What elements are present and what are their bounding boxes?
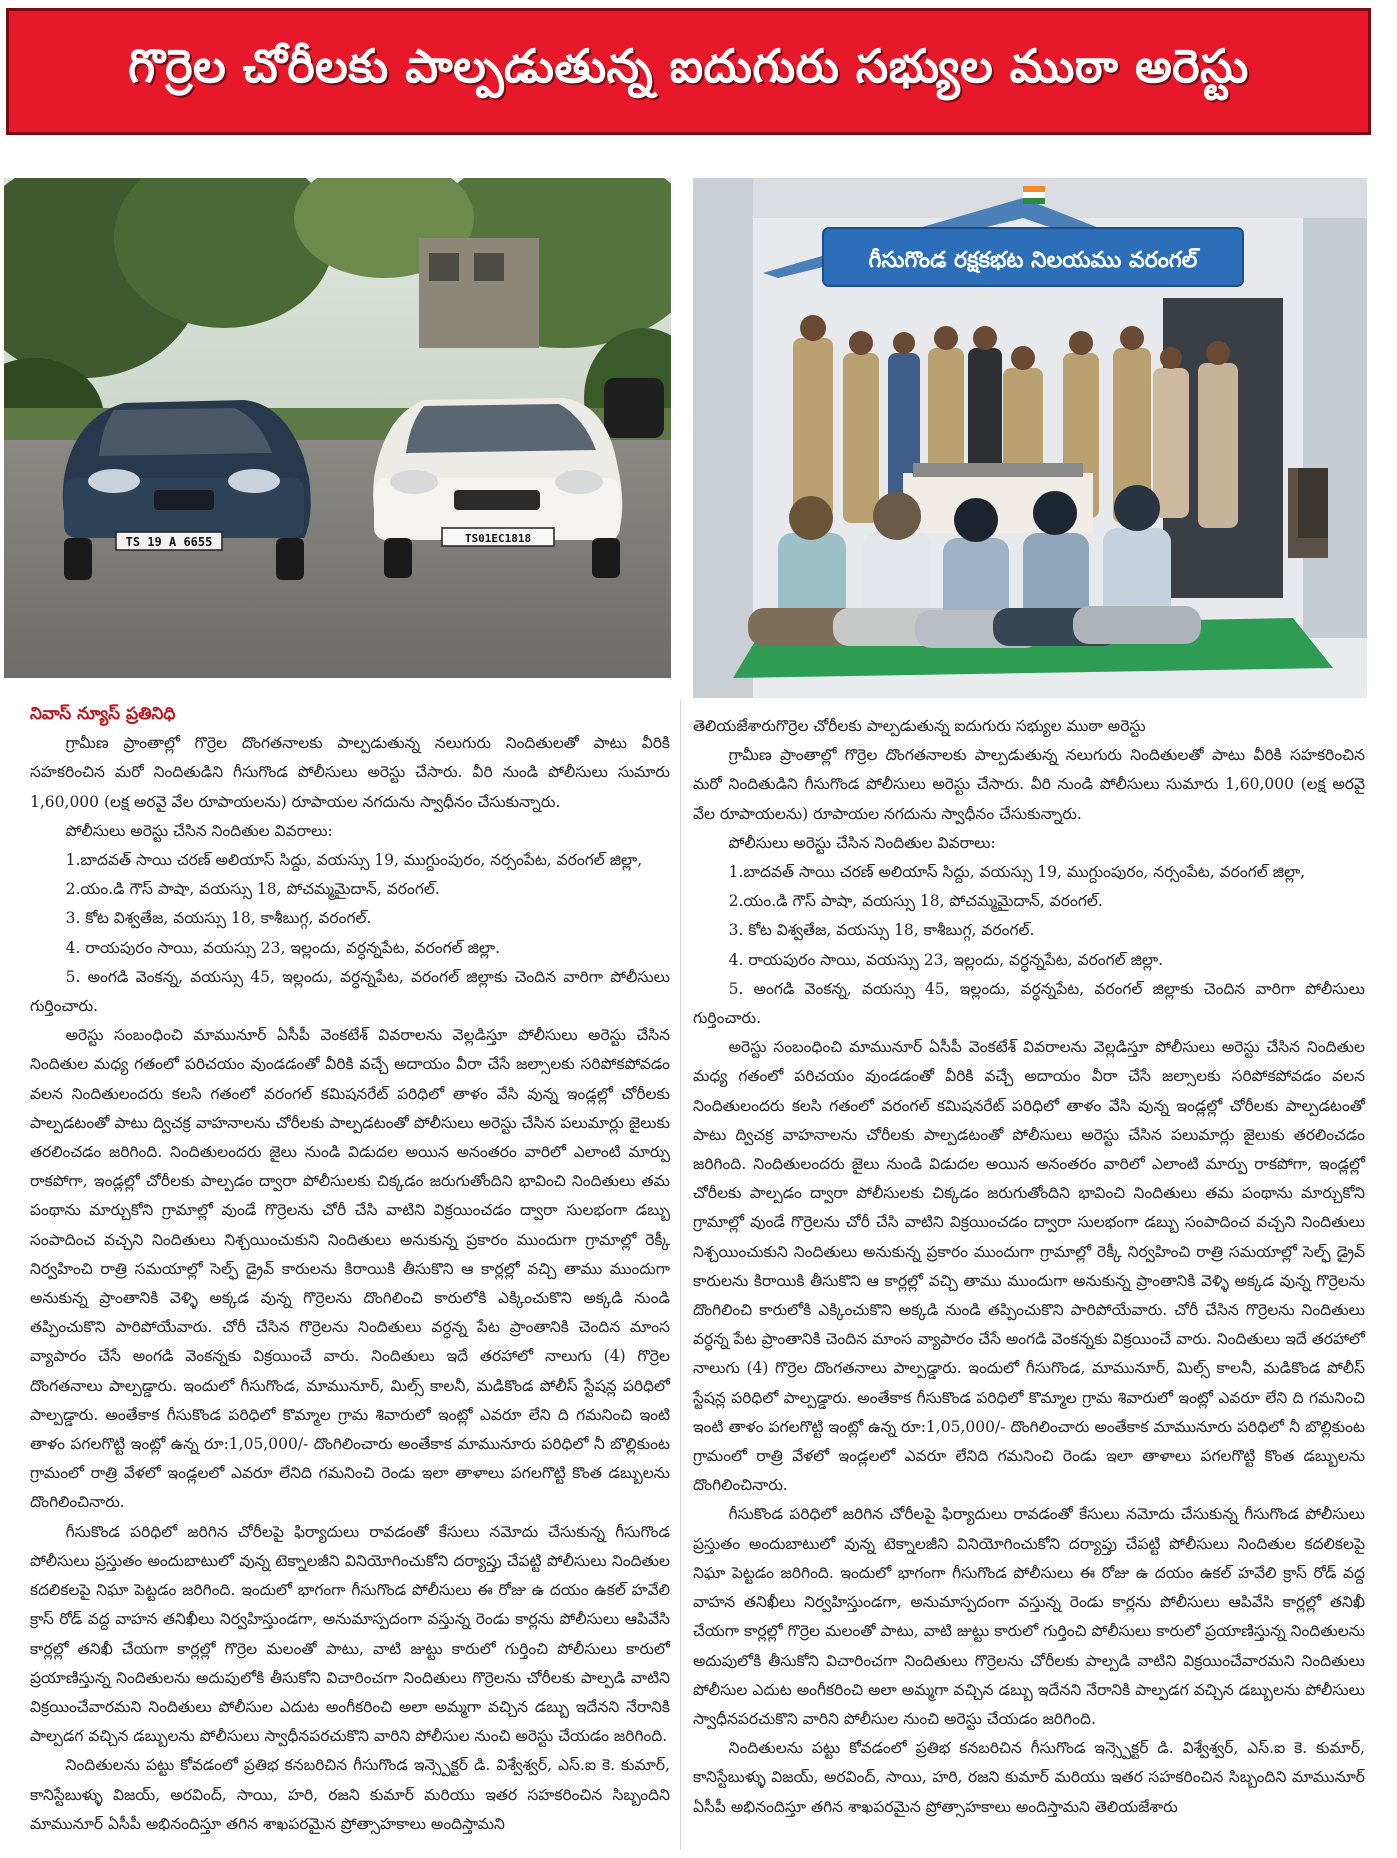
left-paragraph-intro: గ్రామీణ ప్రాంతాల్లో గొర్రెల దొంగతనాలకు పాల్పడుతున్న నలుగురు నిందితులతో పాటు వీరికి సహకరించిన మరో నిందితుడిని గీసుగొండ పోలీసులు అరెస్టు చేసారు. వీరి నుండి పోలీసులు సుమారు 1,60,000 (లక్ష అరవై వేల రూపాయలను) రూపాయల నగదును స్వాధీనం చేసుకున్నారు. [30, 734, 670, 811]
right-accused-item-5: 5. అంగడి వెంకన్న, వయస్సు 45, ఇల్లందు, వర్ధన్నపేట, వరంగల్ జిల్లాకు చెందిన వారిగా పోలీసులు గుర్తించారు. [693, 979, 1365, 1028]
left-paragraph-appreciation: నిందితులను పట్టు కోవడంలో ప్రతిభ కనబరిచిన గీసుగొండ ఇన్స్పెక్టర్ డి. విశ్వేశ్వర్, ఎస్.ఐ కె. కుమార్, కానిస్టేబుళ్ళు విజయ్, అరవింద్, సాయి, హరి, రజని కుమార్ మరియు ఇతర సహకరించిన సిబ్బందిని మామునూర్ ఏసీపీ అభినందిస్తూ తగిన శాఖపరమైన ప్రోత్సాహకాలు అందిస్తామని [30, 1756, 670, 1833]
right-paragraph-acp-details: అరెస్టు సంబంధించి మామునూర్ ఏసీపీ వెంకటేశ్ వివరాలను వెల్లడిస్తూ పోలీసులు అరెస్టు చేసిన నిందితుల మధ్య గతంలో పరిచయం వుండడంతో వీరికి వచ్చే అదాయం వీరా చేసే జల్సాలకు సరిపోకపోవడం వలన నిందితులందరు కలసి గతంలో వరంగల్ కమిషనరేట్ పరిధిలో తాళం వేసి వున్న ఇండ్లల్లో చోరీలకు పాల్పడటంతో పాటు ద్విచక్ర వాహనాలను చోరీలకు పాల్పడటంతో పోలీసులు అరెస్టు చేసిన పలుమార్లు జైలుకు తరలించడం జరిగింది. నిందితులందరు జైలు నుండి విడుదల అయిన అనంతరం వారిలో ఎలాంటి మార్పు రాకపోగా, ఇండ్లల్లో చోరీలకు పాల్పడం ద్వారా పోలీసులకు చిక్కడం జరుగుతోందిని భావించి నిందితులు తమ పంథాను మార్చుకోని గ్రామాల్లో వుండే గొర్రెలను చోరీ చేసి వాటిని విక్రయించడం ద్వారా సులభంగా డబ్బు సంపాదించ వచ్చని నిందితులు నిశ్చయించుకుని నిందితులు అనుకున్న ప్రకారం ముందుగా గ్రామాల్లో రెక్కీ నిర్వహించి రాత్రి సమయాల్లో సెల్ఫ్ డ్రైవ్ కారులను కిరాయికి తీసుకొని ఆ కార్లల్లో వచ్చి తాము ముందుగా అనుకున్న ప్రాంతానికి వెళ్ళి అక్కడ వున్న గొర్రెలను దొంగిలించి కారులోకి ఎక్కించుకొని అక్కడి నుండి తప్పించుకొని పారిపోయేవారు. చోరీ చేసిన గొర్రెలను నిందితులు వర్ధన్న పేట ప్రాంతానికి చెందిన మాంస వ్యాపారం చేసే అంగడి వెంకన్నకు విక్రయించే వారు. నిందితులు ఇదే తరహాలో నాలుగు (4) గొర్రెల దొంగతనాలు పాల్పడ్డారు. ఇందులో గీసుగొండ, మామునూర్, మిల్స్ కాలనీ, మడికొండ పోలీస్ స్టేషన్ల పరిధిలో పాల్పడ్డారు. అంతేకాక గీసుకొండ పరిధిలో కొమ్మాల గ్రామ శివారులో ఇంట్లో ఎవరూ లేని ది గమనించి ఇంటి తాళం పగలగొట్టి ఇంట్లో ఉన్న రూ:1,05,000/- దొంగిలించారు అంతేకాక మామునూరు పరిధిలో నీ బొల్లికుంట గ్రామంలో రాత్రి వేళలో ఇండ్లలలో ఎవరూ లేనిది గమనించి రెండు ఇలా తాళాలు పగలగొట్టి కొంత డబ్బులను దొంగిలించినారు. [693, 1038, 1365, 1495]
left-accused-item-3: 3. కోట విశ్వతేజ, వయస్సు 18, కాశీబుగ్గ, వరంగల్. [65, 909, 372, 928]
left-accused-item-1: 1.బాదవత్ సాయి చరణ్ అలియాస్ సిద్దు, వయస్సు 19, ముగ్దుంపురం, నర్సంపేట, వరంగల్ జిల్లా, [65, 851, 643, 870]
headline-text: గొర్రెల చోరీలకు పాల్పడుతున్న ఐదుగురు సభ్యుల ముఠా అరెస్టు [128, 38, 1249, 93]
right-accused-item-1: 1.బాదవత్ సాయి చరణ్ అలియాస్ సిద్దు, వయస్సు 19, ముగ్దుంపురం, నర్సంపేట, వరంగల్ జిల్లా, [728, 863, 1306, 882]
left-paragraph-accused-heading: పోలీసులు అరెస్టు చేసిన నిందితుల వివరాలు: [65, 821, 333, 840]
police-station-group-photo [693, 178, 1367, 698]
article-left-column [30, 700, 670, 1839]
left-paragraph-investigation: గీసుకొండ పరిధిలో జరిగిన చోరీలపై ఫిర్యాదులు రావడంతో కేసులు నమోదు చేసుకున్న గీసుగొండ పోలీసులు ప్రస్తుతం అందుబాటులో వున్న టెక్నాలజీని వినియోగించుకోని దర్యాప్తు చేపట్టి పోలీసులు నిందితుల కదలికలపై నిఘా పెట్టడం జరిగింది. ఇందులో భాగంగా గీసుగొండ పోలీసులు ఈ రోజు ఉ దయం ఉకల్ హవేలి క్రాస్ రోడ్ వద్ద వాహన తనిఖీలు నిర్వహిస్తుండగా, అనుమాస్పదంగా వస్తున్న రెండు కార్లను పోలీసులు ఆపివేసి కార్లల్లో తనిఖీ చేయగా కార్లల్లో గొర్రెల మలంతో పాటు, వాటి జుట్టు కారులో గుర్తించి పోలీసులు కారులో ప్రయాణిస్తున్న నిందితులను అదుపులోకి తీసుకోని విచారించగా నిందితులు గొర్రెలను చోరీలకు పాల్పడి వాటిని విక్రయించేవారమని నిందితులు పోలీసుల ఎదుట అంగీకరించి అలా అమ్మగా వచ్చిన డబ్బు ఇదేనని నేరానికి పాల్పడగ వచ్చిన డబ్బులను పోలీసులు స్వాధీనపరచుకొని వారిని పోలీసుల నుంచి అరెస్టు చేయడం జరిగింది. [30, 1522, 670, 1746]
police-station-illustration [693, 178, 1367, 698]
left-paragraph-acp-details: అరెస్టు సంబంధించి మామునూర్ ఏసీపీ వెంకటేశ్ వివరాలను వెల్లడిస్తూ పోలీసులు అరెస్టు చేసిన నిందితుల మధ్య గతంలో పరిచయం వుండడంతో వీరికి వచ్చే అదాయం వీరా చేసే జల్సాలకు సరిపోకపోవడం వలన నిందితులందరు కలసి గతంలో వరంగల్ కమిషనరేట్ పరిధిలో తాళం వేసి వున్న ఇండ్లల్లో చోరీలకు పాల్పడటంతో పాటు ద్విచక్ర వాహనాలను చోరీలకు పాల్పడటంతో పోలీసులు అరెస్టు చేసిన పలుమార్లు జైలుకు తరలించడం జరిగింది. నిందితులందరు జైలు నుండి విడుదల అయిన అనంతరం వారిలో ఎలాంటి మార్పు రాకపోగా, ఇండ్లల్లో చోరీలకు పాల్పడం ద్వారా పోలీసులకు చిక్కడం జరుగుతోందిని భావించి నిందితులు తమ పంథాను మార్చుకోని గ్రామాల్లో వుండే గొర్రెలను చోరీ చేసి వాటిని విక్రయించడం ద్వారా సులభంగా డబ్బు సంపాదించ వచ్చని నిందితులు నిశ్చయించుకుని నిందితులు అనుకున్న ప్రకారం ముందుగా గ్రామాల్లో రెక్కీ నిర్వహించి రాత్రి సమయాల్లో సెల్ఫ్ డ్రైవ్ కారులను కిరాయికి తీసుకొని ఆ కార్లల్లో వచ్చి తాము ముందుగా అనుకున్న ప్రాంతానికి వెళ్ళి అక్కడ వున్న గొర్రెలను దొంగిలించి కారులోకి ఎక్కించుకొని అక్కడి నుండి తప్పించుకొని పారిపోయేవారు. చోరీ చేసిన గొర్రెలను నిందితులు వర్ధన్న పేట ప్రాంతానికి చెందిన మాంస వ్యాపారం చేసే అంగడి వెంకన్నకు విక్రయించే వారు. నిందితులు ఇదే తరహాలో నాలుగు (4) గొర్రెల దొంగతనాలు పాల్పడ్డారు. ఇందులో గీసుగొండ, మామునూర్, మిల్స్ కాలనీ, మడికొండ పోలీస్ స్టేషన్ల పరిధిలో పాల్పడ్డారు. అంతేకాక గీసుకొండ పరిధిలో కొమ్మాల గ్రామ శివారులో ఇంట్లో ఎవరూ లేని ది గమనించి ఇంటి తాళం పగలగొట్టి ఇంట్లో ఉన్న రూ:1,05,000/- దొంగిలించారు అంతేకాక మామునూరు పరిధిలో నీ బొల్లికుంట గ్రామంలో రాత్రి వేళలో ఇండ్లలలో ఎవరూ లేనిది గమనించి రెండు ఇలా తాళాలు పగలగొట్టి కొంత డబ్బులను దొంగిలించినారు. [30, 1026, 670, 1512]
right-column-title: తెలియజేశారుగొర్రెల చోరీలకు పాల్పడుతున్న ఐదుగురు సభ్యుల ముఠా అరెస్టు [693, 717, 1146, 735]
seized-cars-illustration [4, 178, 671, 678]
station-board-text: గీసుగొండ రక్షకభట నిలయము వరంగల్ [868, 248, 1198, 273]
seized-cars-photo [4, 178, 671, 678]
right-paragraph-investigation: గీసుకొండ పరిధిలో జరిగిన చోరీలపై ఫిర్యాదులు రావడంతో కేసులు నమోదు చేసుకున్న గీసుగొండ పోలీసులు ప్రస్తుతం అందుబాటులో వున్న టెక్నాలజీని వినియోగించుకోని దర్యాప్తు చేపట్టి పోలీసులు నిందితుల కదలికలపై నిఘా పెట్టడం జరిగింది. ఇందులో భాగంగా గీసుగొండ పోలీసులు ఈ రోజు ఉ దయం ఉకల్ హవేలి క్రాస్ రోడ్ వద్ద వాహన తనిఖీలు నిర్వహిస్తుండగా, అనుమాస్పదంగా వస్తున్న రెండు కార్లను పోలీసులు ఆపివేసి కార్లల్లో తనిఖీ చేయగా కార్లల్లో గొర్రెల మలంతో పాటు, వాటి జుట్టు కారులో గుర్తించి పోలీసులు కారులో ప్రయాణిస్తున్న నిందితులను అదుపులోకి తీసుకోని విచారించగా నిందితులు గొర్రెలను చోరీలకు పాల్పడి వాటిని విక్రయించేవారమని నిందితులు పోలీసుల ఎదుట అంగీకరించి అలా అమ్మగా వచ్చిన డబ్బు ఇదేనని నేరానికి పాల్పడగ వచ్చిన డబ్బులను పోలీసులు స్వాధీనపరచుకొని వారిని పోలీసుల నుంచి అరెస్టు చేయడం జరిగింది. [693, 1505, 1365, 1728]
article-right-column [693, 712, 1365, 1822]
byline: నివాస్ న్యూస్ ప్రతినిధి [30, 704, 176, 724]
right-paragraph-accused-heading: పోలీసులు అరెస్టు చేసిన నిందితుల వివరాలు: [728, 833, 996, 852]
right-accused-item-4: 4. రాయపురం సాయి, వయస్సు 23, ఇల్లందు, వర్ధన్నపేట, వరంగల్ జిల్లా. [728, 950, 1164, 969]
column-separator [680, 700, 681, 1850]
plate-white-car: TS01EC1818 [464, 532, 532, 545]
right-accused-item-2: 2.యం.డి గౌస్ పాషా, వయస్సు 18, పోచమ్మమైదాన్, వరంగల్. [728, 892, 1103, 911]
right-paragraph-intro: గ్రామీణ ప్రాంతాల్లో గొర్రెల దొంగతనాలకు పాల్పడుతున్న నలుగురు నిందితులతో పాటు వీరికి సహకరించిన మరో నిందితుడిని గీసుగొండ పోలీసులు అరెస్టు చేసారు. వీరి నుండి పోలీసులు సుమారు 1,60,000 (లక్ష అరవై వేల రూపాయలను) రూపాయల నగదును స్వాధీనం చేసుకున్నారు. [693, 746, 1365, 823]
left-accused-item-4: 4. రాయపురం సాయి, వయస్సు 23, ఇల్లందు, వర్ధన్నపేట, వరంగల్ జిల్లా. [65, 938, 501, 957]
right-accused-item-3: 3. కోట విశ్వతేజ, వయస్సు 18, కాశీబుగ్గ, వరంగల్. [728, 921, 1035, 940]
left-accused-item-2: 2.యం.డి గౌస్ పాషా, వయస్సు 18, పోచమ్మమైదాన్, వరంగల్. [65, 880, 440, 899]
left-accused-item-5: 5. అంగడి వెంకన్న, వయస్సు 45, ఇల్లందు, వర్ధన్నపేట, వరంగల్ జిల్లాకు చెందిన వారిగా పోలీసులు గుర్తించారు. [30, 967, 670, 1016]
headline-banner [6, 8, 1371, 135]
plate-blue-car: TS 19 A 6655 [125, 535, 213, 549]
right-paragraph-appreciation: నిందితులను పట్టు కోవడంలో ప్రతిభ కనబరిచిన గీసుగొండ ఇన్స్పెక్టర్ డి. విశ్వేశ్వర్, ఎస్.ఐ కె. కుమార్, కానిస్టేబుళ్ళు విజయ్, అరవింద్, సాయి, హరి, రజని కుమార్ మరియు ఇతర సహకరించిన సిబ్బందిని మామునూర్ ఏసీపీ అభినందిస్తూ తగిన శాఖపరమైన ప్రోత్సాహకాలు అందిస్తామని తెలియజేశారు [693, 1739, 1365, 1816]
